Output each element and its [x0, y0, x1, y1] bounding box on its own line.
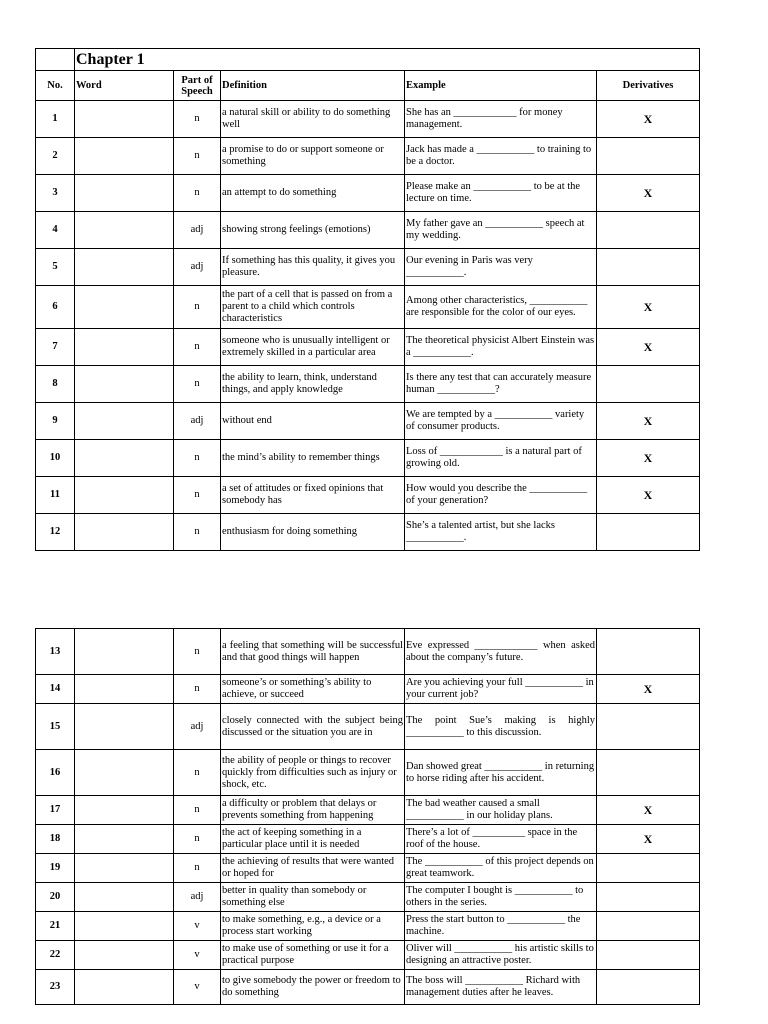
word-cell: [75, 514, 174, 551]
part-of-speech: n: [174, 854, 221, 883]
header-derivatives: Derivatives: [597, 71, 700, 101]
word-cell: [75, 825, 174, 854]
definition-text: the ability of people or things to recover quickly from difficulties such as injury or shock, etc.: [221, 750, 405, 796]
row-number: 23: [36, 970, 75, 1005]
table-body-2: [36, 629, 700, 1005]
table-row: [36, 941, 700, 970]
example-text: There’s a lot of __________ space in the roof of the house.: [405, 825, 597, 854]
derivative-mark: [597, 912, 700, 941]
row-number: 13: [36, 629, 75, 675]
word-cell: [75, 403, 174, 440]
definition-text: a set of attitudes or fixed opinions that somebody has: [221, 477, 405, 514]
derivative-mark: [597, 854, 700, 883]
derivative-mark: [597, 138, 700, 175]
derivative-mark: X: [597, 675, 700, 704]
part-of-speech: n: [174, 750, 221, 796]
example-text: She’s a talented artist, but she lacks ___________.: [405, 514, 597, 551]
table-row: [36, 912, 700, 941]
row-number: 5: [36, 249, 75, 286]
table-row: [36, 796, 700, 825]
word-cell: [75, 675, 174, 704]
example-text: Oliver will ___________ his artistic skills to designing an attractive poster.: [405, 941, 597, 970]
word-cell: [75, 750, 174, 796]
row-number: 15: [36, 704, 75, 750]
row-number: 9: [36, 403, 75, 440]
example-text: My father gave an ___________ speech at my wedding.: [405, 212, 597, 249]
part-of-speech: n: [174, 477, 221, 514]
word-cell: [75, 249, 174, 286]
table-row: [36, 514, 700, 551]
example-text: Among other characteristics, ___________ are responsible for the color of our eyes.: [405, 286, 597, 329]
word-cell: [75, 329, 174, 366]
word-cell: [75, 440, 174, 477]
row-number: 7: [36, 329, 75, 366]
definition-text: the part of a cell that is passed on from a parent to a child which controls characteristics: [221, 286, 405, 329]
table-body-1: [36, 101, 700, 551]
definition-text: better in quality than somebody or something else: [221, 883, 405, 912]
row-number: 4: [36, 212, 75, 249]
table-row: [36, 970, 700, 1005]
row-number: 22: [36, 941, 75, 970]
vocabulary-table-2: [35, 628, 700, 1005]
derivative-mark: X: [597, 175, 700, 212]
table-row: [36, 440, 700, 477]
table-row: [36, 675, 700, 704]
row-number: 6: [36, 286, 75, 329]
table-row: [36, 854, 700, 883]
definition-text: enthusiasm for doing something: [221, 514, 405, 551]
part-of-speech: adj: [174, 704, 221, 750]
table-row: [36, 286, 700, 329]
part-of-speech: v: [174, 970, 221, 1005]
row-number: 12: [36, 514, 75, 551]
definition-text: a feeling that something will be successful and that good things will happen: [221, 629, 405, 675]
table-row: [36, 175, 700, 212]
example-text: Eve expressed ____________ when asked about the company’s future.: [405, 629, 597, 675]
header-no: No.: [36, 71, 75, 101]
part-of-speech: n: [174, 286, 221, 329]
table-row: [36, 403, 700, 440]
table-row: [36, 212, 700, 249]
word-cell: [75, 704, 174, 750]
row-number: 3: [36, 175, 75, 212]
part-of-speech: n: [174, 796, 221, 825]
definition-text: someone who is unusually intelligent or extremely skilled in a particular area: [221, 329, 405, 366]
table-row: [36, 366, 700, 403]
word-cell: [75, 477, 174, 514]
part-of-speech: adj: [174, 212, 221, 249]
word-cell: [75, 175, 174, 212]
example-text: We are tempted by a ___________ variety of consumer products.: [405, 403, 597, 440]
definition-text: a natural skill or ability to do something well: [221, 101, 405, 138]
derivative-mark: [597, 249, 700, 286]
example-text: The point Sue’s making is highly ___________ to this discussion.: [405, 704, 597, 750]
row-number: 20: [36, 883, 75, 912]
part-of-speech: n: [174, 175, 221, 212]
definition-text: showing strong feelings (emotions): [221, 212, 405, 249]
part-of-speech: n: [174, 675, 221, 704]
example-text: How would you describe the ___________ of your generation?: [405, 477, 597, 514]
row-number: 14: [36, 675, 75, 704]
example-text: Are you achieving your full ___________ in your current job?: [405, 675, 597, 704]
example-text: Is there any test that can accurately measure human ___________?: [405, 366, 597, 403]
example-text: The bad weather caused a small ___________ in our holiday plans.: [405, 796, 597, 825]
header-example: Example: [405, 71, 597, 101]
derivative-mark: [597, 750, 700, 796]
vocabulary-table-1: [35, 48, 700, 551]
example-text: The theoretical physicist Albert Einstein was a ___________.: [405, 329, 597, 366]
blank-cell: [36, 49, 75, 71]
word-cell: [75, 212, 174, 249]
row-number: 16: [36, 750, 75, 796]
table-row: [36, 477, 700, 514]
word-cell: [75, 912, 174, 941]
header-word: Word: [75, 71, 174, 101]
derivative-mark: [597, 970, 700, 1005]
part-of-speech: adj: [174, 249, 221, 286]
word-cell: [75, 854, 174, 883]
example-text: The boss will ___________ Richard with management duties after he leaves.: [405, 970, 597, 1005]
table-row: [36, 750, 700, 796]
derivative-mark: X: [597, 825, 700, 854]
definition-text: If something has this quality, it gives you pleasure.: [221, 249, 405, 286]
definition-text: closely connected with the subject being discussed or the situation you are in: [221, 704, 405, 750]
row-number: 1: [36, 101, 75, 138]
header-pos: Part of Speech: [174, 71, 221, 101]
derivative-mark: [597, 941, 700, 970]
word-cell: [75, 883, 174, 912]
definition-text: to make use of something or use it for a practical purpose: [221, 941, 405, 970]
part-of-speech: n: [174, 514, 221, 551]
row-number: 21: [36, 912, 75, 941]
part-of-speech: v: [174, 941, 221, 970]
word-cell: [75, 796, 174, 825]
derivative-mark: X: [597, 286, 700, 329]
row-number: 2: [36, 138, 75, 175]
definition-text: the achieving of results that were wanted or hoped for: [221, 854, 405, 883]
example-text: Dan showed great ___________ in returning to horse riding after his accident.: [405, 750, 597, 796]
definition-text: an attempt to do something: [221, 175, 405, 212]
row-number: 10: [36, 440, 75, 477]
row-number: 11: [36, 477, 75, 514]
derivative-mark: X: [597, 101, 700, 138]
derivative-mark: X: [597, 440, 700, 477]
derivative-mark: [597, 366, 700, 403]
table-row: [36, 825, 700, 854]
definition-text: the ability to learn, think, understand things, and apply knowledge: [221, 366, 405, 403]
word-cell: [75, 101, 174, 138]
row-number: 17: [36, 796, 75, 825]
part-of-speech: adj: [174, 883, 221, 912]
derivative-mark: [597, 514, 700, 551]
table-row: [36, 704, 700, 750]
example-text: Jack has made a ___________ to training to be a doctor.: [405, 138, 597, 175]
table-row: [36, 629, 700, 675]
example-text: Press the start button to ___________ the machine.: [405, 912, 597, 941]
table-row: [36, 883, 700, 912]
part-of-speech: adj: [174, 403, 221, 440]
word-cell: [75, 629, 174, 675]
header-definition: Definition: [221, 71, 405, 101]
definition-text: someone’s or something’s ability to achieve, or succeed: [221, 675, 405, 704]
derivative-mark: [597, 704, 700, 750]
derivative-mark: [597, 212, 700, 249]
definition-text: to make something, e.g., a device or a process start working: [221, 912, 405, 941]
definition-text: the mind’s ability to remember things: [221, 440, 405, 477]
part-of-speech: n: [174, 101, 221, 138]
derivative-mark: X: [597, 403, 700, 440]
word-cell: [75, 138, 174, 175]
example-text: Our evening in Paris was very ___________.: [405, 249, 597, 286]
table-row: [36, 249, 700, 286]
derivative-mark: X: [597, 796, 700, 825]
derivative-mark: X: [597, 477, 700, 514]
row-number: 19: [36, 854, 75, 883]
definition-text: a promise to do or support someone or something: [221, 138, 405, 175]
derivative-mark: [597, 629, 700, 675]
definition-text: to give somebody the power or freedom to do something: [221, 970, 405, 1005]
row-number: 18: [36, 825, 75, 854]
word-cell: [75, 366, 174, 403]
definition-text: without end: [221, 403, 405, 440]
example-text: The computer I bought is ___________ to others in the series.: [405, 883, 597, 912]
definition-text: the act of keeping something in a particular place until it is needed: [221, 825, 405, 854]
word-cell: [75, 286, 174, 329]
part-of-speech: n: [174, 825, 221, 854]
part-of-speech: n: [174, 629, 221, 675]
word-cell: [75, 970, 174, 1005]
part-of-speech: n: [174, 440, 221, 477]
definition-text: a difficulty or problem that delays or prevents something from happening: [221, 796, 405, 825]
derivative-mark: [597, 883, 700, 912]
row-number: 8: [36, 366, 75, 403]
table-row: [36, 101, 700, 138]
part-of-speech: n: [174, 366, 221, 403]
part-of-speech: n: [174, 329, 221, 366]
part-of-speech: v: [174, 912, 221, 941]
table-row: [36, 138, 700, 175]
example-text: She has an ____________ for money management.: [405, 101, 597, 138]
example-text: Loss of ____________ is a natural part of growing old.: [405, 440, 597, 477]
word-cell: [75, 941, 174, 970]
part-of-speech: n: [174, 138, 221, 175]
table-row: [36, 329, 700, 366]
chapter-title: Chapter 1: [75, 49, 700, 71]
derivative-mark: X: [597, 329, 700, 366]
example-text: The ___________ of this project depends on great teamwork.: [405, 854, 597, 883]
example-text: Please make an ___________ to be at the lecture on time.: [405, 175, 597, 212]
